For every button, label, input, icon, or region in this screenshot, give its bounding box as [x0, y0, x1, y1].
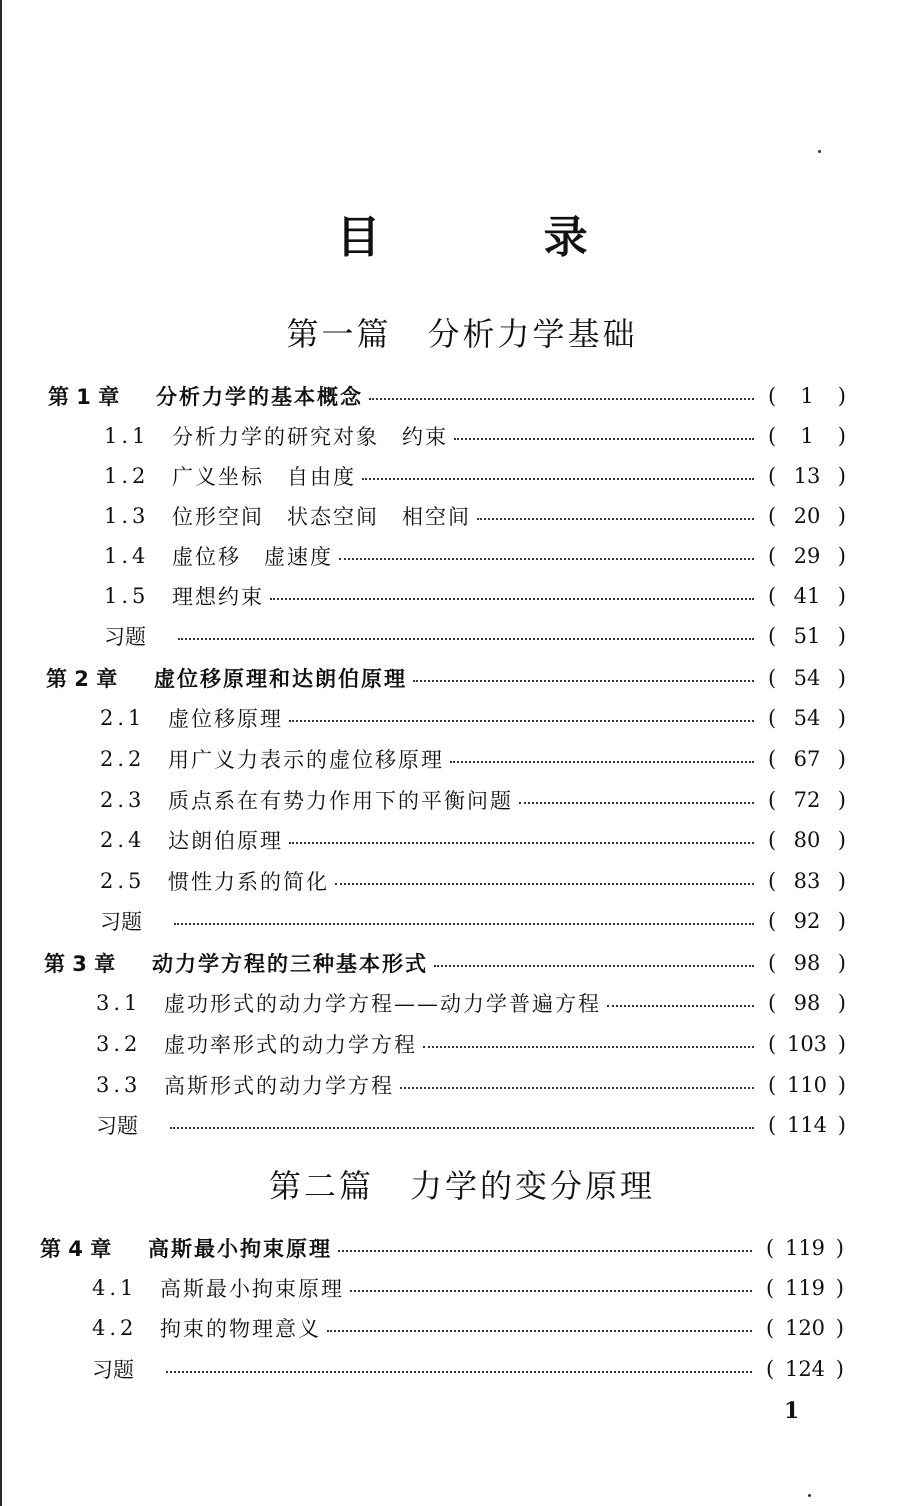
- part-heading-2: [0, 1164, 924, 1208]
- dot-leader: [607, 1003, 754, 1007]
- section-number: 1.2: [104, 464, 150, 488]
- section-number: 3.1: [96, 991, 142, 1015]
- section-number: 1.3: [104, 504, 150, 528]
- section-title: 拘束的物理意义: [160, 1317, 321, 1341]
- toc-entry-chapter-1[interactable]: [48, 376, 846, 416]
- section-title: 高斯形式的动力学方程: [164, 1074, 394, 1098]
- section-number: 1.5: [104, 584, 150, 608]
- dot-leader: [174, 921, 754, 925]
- toc-entry-section-1-1[interactable]: [104, 416, 846, 456]
- chapter-title: 动力学方程的三种基本形式: [152, 952, 428, 976]
- page-ref: ( 72 ): [768, 788, 846, 812]
- section-title: 质点系在有势力作用下的平衡问题: [168, 789, 513, 813]
- part-number: 第二篇: [268, 1167, 374, 1205]
- dot-leader: [166, 1369, 752, 1373]
- dot-leader: [270, 596, 754, 600]
- page-ref: ( 51 ): [768, 624, 846, 648]
- toc-entry-section-3-3[interactable]: [96, 1065, 846, 1105]
- dot-leader: [454, 436, 754, 440]
- toc-entry-section-2-3[interactable]: [100, 780, 846, 820]
- dot-leader: [327, 1328, 752, 1332]
- section-number: 4.1: [92, 1276, 138, 1300]
- toc-entry-section-1-5[interactable]: [104, 576, 846, 616]
- dot-leader: [289, 718, 754, 722]
- scan-speck: [818, 150, 821, 153]
- dot-leader: [350, 1288, 752, 1292]
- chapter-number: 第 2 章: [46, 667, 118, 691]
- chapter-number: 第 3 章: [44, 952, 116, 976]
- chapter-title: 虚位移原理和达朗伯原理: [154, 667, 407, 691]
- dot-leader: [338, 1248, 752, 1252]
- toc-entry-exercises-1[interactable]: [104, 616, 846, 656]
- page-ref: ( 103 ): [768, 1032, 846, 1056]
- toc-entry-section-2-1[interactable]: [100, 698, 846, 738]
- chapter-title: 高斯最小拘束原理: [148, 1237, 332, 1261]
- toc-entry-exercises-3[interactable]: [96, 1105, 846, 1145]
- toc-entry-section-3-2[interactable]: [96, 1024, 846, 1064]
- page-ref: ( 98 ): [768, 951, 846, 975]
- chapter-number: 第 4 章: [40, 1237, 112, 1261]
- section-number: 3.3: [96, 1073, 142, 1097]
- toc-entry-chapter-2[interactable]: [46, 658, 846, 698]
- dot-leader: [369, 396, 754, 400]
- dot-leader: [289, 840, 754, 844]
- toc-entry-section-1-2[interactable]: [104, 456, 846, 496]
- page-ref: ( 114 ): [768, 1113, 846, 1137]
- toc-entry-section-2-2[interactable]: [100, 739, 846, 779]
- section-number: 2.2: [100, 747, 146, 771]
- part-number: 第一篇: [286, 315, 392, 353]
- exercises-label: 习题: [100, 910, 142, 934]
- page-ref: ( 1 ): [768, 384, 846, 408]
- section-number: 4.2: [92, 1316, 138, 1340]
- exercises-label: 习题: [92, 1358, 134, 1382]
- dot-leader: [400, 1085, 754, 1089]
- section-number: 1.1: [104, 424, 150, 448]
- toc-entry-section-2-4[interactable]: [100, 820, 846, 860]
- dot-leader: [519, 800, 754, 804]
- page-ref: ( 54 ): [768, 706, 846, 730]
- toc-entry-section-1-4[interactable]: [104, 536, 846, 576]
- page-ref: ( 20 ): [768, 504, 846, 528]
- section-title: 高斯最小拘束原理: [160, 1277, 344, 1301]
- toc-entry-section-3-1[interactable]: [96, 983, 846, 1023]
- section-number: 1.4: [104, 544, 150, 568]
- dot-leader: [413, 678, 754, 682]
- chapter-number: 第 1 章: [48, 385, 120, 409]
- dot-leader: [178, 636, 754, 640]
- toc-entry-section-4-1[interactable]: [92, 1268, 844, 1308]
- toc-entry-section-4-2[interactable]: [92, 1308, 844, 1348]
- chapter-title: 分析力学的基本概念: [156, 385, 363, 409]
- section-title: 达朗伯原理: [168, 829, 283, 853]
- dot-leader: [170, 1125, 754, 1129]
- section-title: 广义坐标 自由度: [172, 465, 356, 489]
- section-title: 位形空间 状态空间 相空间: [172, 505, 471, 529]
- dot-leader: [335, 881, 754, 885]
- dot-leader: [450, 759, 754, 763]
- section-title: 虚功率形式的动力学方程: [164, 1033, 417, 1057]
- page-ref: ( 1 ): [768, 424, 846, 448]
- page-ref: ( 110 ): [768, 1073, 846, 1097]
- section-number: 3.2: [96, 1032, 142, 1056]
- section-title: 虚位移 虚速度: [172, 545, 333, 569]
- page-title: 目 录: [336, 212, 662, 263]
- page-ref: ( 124 ): [766, 1357, 844, 1381]
- section-title: 理想约束: [172, 585, 264, 609]
- section-number: 2.5: [100, 869, 146, 893]
- toc-entry-section-1-3[interactable]: [104, 496, 846, 536]
- dot-leader: [477, 516, 754, 520]
- page-ref: ( 98 ): [768, 991, 846, 1015]
- toc-entry-section-2-5[interactable]: [100, 861, 846, 901]
- toc-entry-exercises-4[interactable]: [92, 1349, 844, 1389]
- part-name: 力学的变分原理: [410, 1167, 656, 1205]
- section-title: 虚功形式的动力学方程——动力学普遍方程: [164, 992, 601, 1016]
- page-ref: ( 119 ): [766, 1236, 844, 1260]
- section-title: 用广义力表示的虚位移原理: [168, 748, 444, 772]
- page-ref: ( 92 ): [768, 909, 846, 933]
- toc-entry-chapter-3[interactable]: [44, 943, 846, 983]
- dot-leader: [362, 476, 754, 480]
- section-title: 惯性力系的简化: [168, 870, 329, 894]
- toc-entry-exercises-2[interactable]: [100, 901, 846, 941]
- part-name: 分析力学基础: [427, 315, 638, 353]
- page-ref: ( 119 ): [766, 1276, 844, 1300]
- section-number: 2.3: [100, 788, 146, 812]
- dot-leader: [339, 556, 754, 560]
- scan-speck: [808, 1494, 811, 1497]
- page-ref: ( 80 ): [768, 828, 846, 852]
- exercises-label: 习题: [96, 1114, 138, 1138]
- dot-leader: [423, 1044, 754, 1048]
- toc-entry-chapter-4[interactable]: [40, 1228, 844, 1268]
- part-heading-1: [0, 312, 924, 356]
- section-number: 2.1: [100, 706, 146, 730]
- section-title: 分析力学的研究对象 约束: [172, 425, 448, 449]
- page-ref: ( 29 ): [768, 544, 846, 568]
- page-ref: ( 54 ): [768, 666, 846, 690]
- section-title: 虚位移原理: [168, 707, 283, 731]
- page-ref: ( 13 ): [768, 464, 846, 488]
- page-ref: ( 83 ): [768, 869, 846, 893]
- page-number-folio: 1: [784, 1398, 800, 1424]
- page-ref: ( 41 ): [768, 584, 846, 608]
- page-ref: ( 67 ): [768, 747, 846, 771]
- exercises-label: 习题: [104, 625, 146, 649]
- page-ref: ( 120 ): [766, 1316, 844, 1340]
- dot-leader: [434, 963, 754, 967]
- section-number: 2.4: [100, 828, 146, 852]
